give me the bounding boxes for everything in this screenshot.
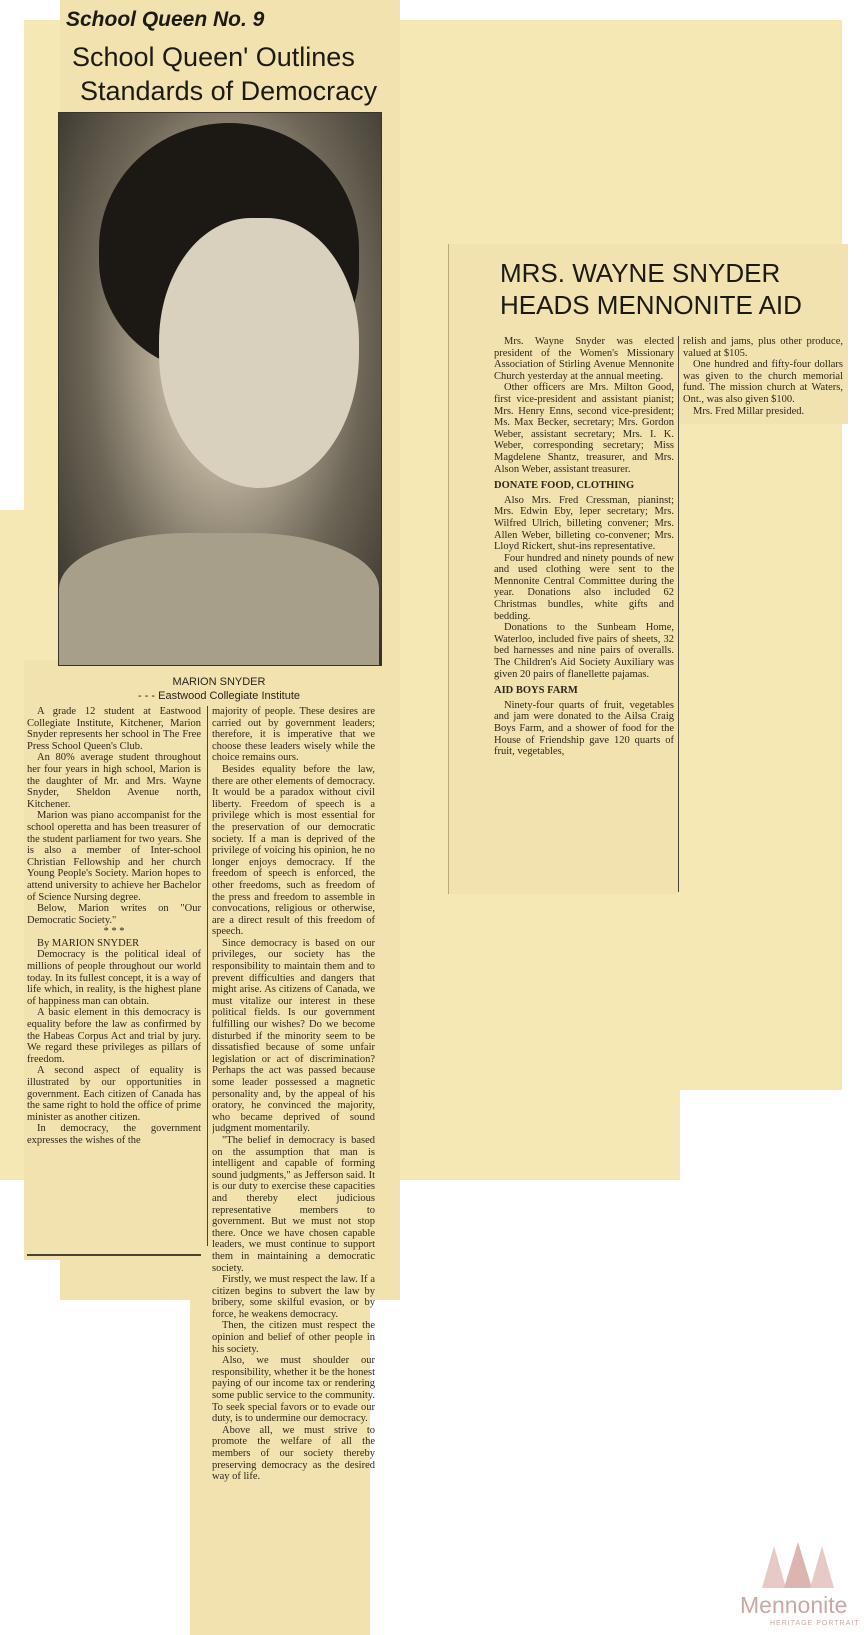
separator: * * * bbox=[103, 926, 125, 938]
paragraph: Below, Marion writes on "Our Democratic Society." bbox=[27, 903, 201, 926]
photo-caption-name: MARION SNYDER bbox=[172, 676, 266, 688]
aid-headline-line-1: MRS. WAYNE SNYDER bbox=[500, 258, 781, 288]
aid-column-1 bbox=[494, 336, 674, 892]
paragraph: Democracy is the political ideal of millions of people throughout our world today. In its fullest concept, it is a way of life which, in reality, is the highest plane of happiness man can obtain. bbox=[27, 949, 201, 1007]
portrait-shirt bbox=[59, 533, 379, 666]
paragraph: Also, we must shoulder our responsibility, whether it be the honest paying of our income tax or rendering some public service to the community. To seek special favors or to evade our duty, is to undermine our democracy. bbox=[212, 1355, 375, 1425]
paragraph: relish and jams, plus other produce, valued at $105. bbox=[683, 336, 843, 359]
paragraph: Donations to the Sunbeam Home, Waterloo, included five pairs of sheets, 32 bed harnesses and nine pairs of overalls. The Children's Aid Society Auxiliary was given 20 pairs of flanellette pajamas. bbox=[494, 622, 674, 680]
section-heading-farm: AID BOYS FARM bbox=[494, 685, 578, 697]
paragraph: A basic element in this democracy is equality before the law as confirmed by the Habeas Corpus Act and trial by jury. We regard these privileges as pillars of freedom. bbox=[27, 1007, 201, 1065]
heritage-logo-icon bbox=[760, 1540, 836, 1590]
portrait-face bbox=[159, 218, 359, 488]
column-end-rule bbox=[27, 1254, 201, 1256]
aid-column-divider bbox=[678, 336, 679, 892]
watermark-tagline: HERITAGE PORTRAIT bbox=[770, 1620, 860, 1627]
paragraph: Also Mrs. Fred Cressman, pianinst; Mrs. Edwin Eby, leper secretary; Mrs. Wilfred Ulrich, billeting convener; Mrs. Allen Weber, billeting co-convener; Mrs. Lloyd Rickert, shut-ins representative. bbox=[494, 494, 674, 553]
headline-line-2: Standards of Democracy bbox=[80, 76, 378, 106]
kicker: School Queen No. 9 bbox=[66, 8, 265, 31]
paragraph: In democracy, the government expresses the wishes of the bbox=[27, 1123, 201, 1146]
aid-column-2 bbox=[683, 336, 843, 426]
paragraph: Four hundred and ninety pounds of new and used clothing were sent to the Mennonite Central Committee during the year. Donations also included 62 Christmas bundles, white gifts and bedding. bbox=[494, 552, 674, 622]
paragraph: A grade 12 student at Eastwood Collegiate Institute, Kitchener, Marion Snyder represents her school in The Free Press School Queen's Club. bbox=[27, 706, 201, 752]
paragraph: A second aspect of equality is illustrated by our opportunities in government. Each citizen of Canada has the same right to hold the office of prime minister as another citizen. bbox=[27, 1065, 201, 1123]
section-heading-food: DONATE FOOD, CLOTHING bbox=[494, 480, 635, 492]
paragraph: Since democracy is based on our privileges, our society has the responsibility to maintain them and to prevent difficulties and dangers that might arise. As citizens of Canada, we must vitalize our interest in these political fields. Is our government fulfilling our wishes? Do we become disturbed if the minority seem to be dissatisfied because of some unfair legislation or act of discrimination? Perhaps the act was passed because some leader possessed a magnetic personality and, by the appeal of his oratory, he convinced the majority, who became deprived of sound judgment momentarily. bbox=[212, 937, 375, 1135]
paragraph: Then, the citizen must respect the opinion and belief of other people in his society. bbox=[212, 1320, 375, 1355]
paragraph: One hundred and fifty-four dollars was given to the church memorial fund. The mission church at Waters, Ont., was also given $100. bbox=[683, 359, 843, 405]
paragraph: Above all, we must strive to promote the welfare of all the members of our society thereby preserving democracy as the desired way of life. bbox=[212, 1424, 375, 1483]
paragraph: Mrs. Wayne Snyder was elected president of the Women's Missionary Association of Stirling Avenue Mennonite Church yesterday at the annual meeting. bbox=[494, 336, 674, 382]
photo-caption-school: - - - Eastwood Collegiate Institute bbox=[137, 690, 301, 702]
paragraph: Ninety-four quarts of fruit, vegetables and jam were donated to the Ailsa Craig Boys Farm, and a shower of food for the House of Friendship gave 120 quarts of fruit, vegetables, bbox=[494, 699, 674, 758]
paragraph: Mrs. Fred Millar presided. bbox=[693, 405, 805, 417]
portrait-photo bbox=[58, 112, 382, 666]
column-divider bbox=[207, 706, 208, 1246]
paragraph: majority of people. These desires are carried out by government leaders; therefore, it is imperative that we choose these leaders wisely while the choice remains ours. bbox=[212, 706, 375, 764]
aid-headline-line-2: HEADS MENNONITE AID bbox=[500, 290, 802, 320]
paragraph: Firstly, we must respect the law. If a citizen begins to subvert the law by bribery, some skilful evasion, or by force, he weakens democracy. bbox=[212, 1274, 375, 1320]
paragraph: Other officers are Mrs. Milton Good, first vice-president and assistant pianist; Mrs. Henry Enns, second vice-president; Ms. Max Becker, secretary; Mrs. Gordon Weber, assistant secretary; Mrs. I. K. Weber, corresponding secretary; Miss Magdelene Shantz, treasurer, and Mrs. Alson Weber, assistant treasurer. bbox=[494, 382, 674, 475]
paragraph: Besides equality before the law, there are other elements of democracy. It would be a paradox without civil liberty. Freedom of speech is a privilege which is most essential for the preservation of our democratic society. If a man is deprived of the privilege of voicing his opinion, he no longer enjoys democracy. If the freedom of speech is enforced, the other freedoms, such as freedom of the press and freedom to assemble in convocations, religious or otherwise, are a direct result of this freedom of speech. bbox=[212, 763, 375, 938]
paragraph: "The belief in democracy is based on the assumption that man is intelligent and capable of forming sound judgments," as Jefferson said. It is our duty to exercise these capacities and thereby elect judicious representative members to government. But we must not stop there. Once we have chosen capable leaders, we must continue to support them in maintaining a democratic society. bbox=[212, 1134, 375, 1274]
watermark-name: Mennonite bbox=[740, 1592, 848, 1618]
headline-line-1: School Queen' Outlines bbox=[72, 42, 355, 72]
byline: By MARION SNYDER bbox=[37, 937, 140, 949]
queen-column-1 bbox=[27, 706, 201, 1246]
paragraph: Marion was piano accompanist for the school operetta and has been treasurer of the student parliament for two years. She is also a member of Inter-school Christian Fellowship and her church Young People's Society. Marion hopes to attend university to achieve her Bachelor of Science Nursing degree. bbox=[27, 810, 201, 903]
queen-column-2 bbox=[212, 706, 375, 1631]
paragraph: An 80% average student throughout her four years in high school, Marion is the daughter of Mr. and Mrs. Wayne Snyder, Sheldon Avenue north, Kitchener. bbox=[27, 752, 201, 810]
